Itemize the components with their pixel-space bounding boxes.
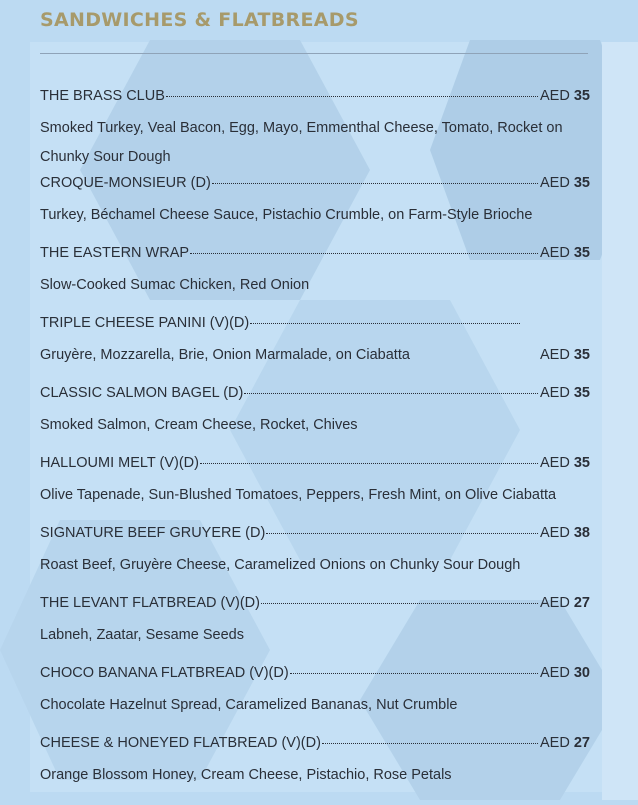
item-name: THE LEVANT FLATBREAD (V)(D) <box>40 595 260 611</box>
dot-leader <box>322 743 538 744</box>
dot-leader <box>244 393 538 394</box>
dot-leader <box>166 96 538 97</box>
menu-item <box>40 455 590 525</box>
item-name: HALLOUMI MELT (V)(D) <box>40 455 199 471</box>
item-price: AED 35 <box>540 175 590 191</box>
item-price: AED 35 <box>540 245 590 261</box>
item-description: Gruyère, Mozzarella, Brie, Onion Marmalade, on Ciabatta AED 35 <box>40 341 590 370</box>
menu-item <box>40 175 590 245</box>
item-description: Chocolate Hazelnut Spread, Caramelized Bananas, Nut Crumble <box>40 697 458 713</box>
item-price: AED 27 <box>540 595 590 611</box>
item-price: AED 35 <box>540 385 590 401</box>
menu-list <box>40 88 590 805</box>
dot-leader <box>266 533 538 534</box>
item-price: AED 35 <box>540 88 590 104</box>
item-description: Slow-Cooked Sumac Chicken, Red Onion <box>40 277 310 293</box>
item-description: Olive Tapenade, Sun-Blushed Tomatoes, Peppers, Fresh Mint, on Olive Ciabatta <box>40 487 557 503</box>
menu-item <box>40 665 590 735</box>
item-name: THE EASTERN WRAP <box>40 245 190 261</box>
item-name: CROQUE-MONSIEUR (D) <box>40 175 211 191</box>
item-name: TRIPLE CHEESE PANINI (V)(D) <box>40 315 250 331</box>
menu-item <box>40 88 590 175</box>
menu-item <box>40 735 590 805</box>
section-title: SANDWICHES & FLATBREADS <box>40 9 359 31</box>
dot-leader <box>190 253 538 254</box>
item-description: Labneh, Zaatar, Sesame Seeds <box>40 627 244 643</box>
item-description: Orange Blossom Honey, Cream Cheese, Pistachio, Rose Petals <box>40 767 452 783</box>
item-name: CHEESE & HONEYED FLATBREAD (V)(D) <box>40 735 321 751</box>
menu-item <box>40 525 590 595</box>
item-price: AED 27 <box>540 735 590 751</box>
item-name: CHOCO BANANA FLATBREAD (V)(D) <box>40 665 289 681</box>
item-price: AED 30 <box>540 665 590 681</box>
item-price: AED 38 <box>540 525 590 541</box>
menu-item <box>40 245 590 315</box>
menu-item <box>40 595 590 665</box>
item-description: Turkey, Béchamel Cheese Sauce, Pistachio Crumble, on Farm-Style Brioche <box>40 207 533 223</box>
dot-leader <box>290 673 538 674</box>
item-price: AED 35 <box>540 455 590 471</box>
item-price: AED 35 <box>540 347 590 363</box>
dot-leader <box>212 183 538 184</box>
item-description: Smoked Salmon, Cream Cheese, Rocket, Chives <box>40 417 358 433</box>
title-divider <box>40 53 588 54</box>
menu-item <box>40 315 590 385</box>
item-description: Smoked Turkey, Veal Bacon, Egg, Mayo, Emmenthal Cheese, Tomato, Rocket on Chunky Sour Dough <box>40 120 563 165</box>
dot-leader <box>261 603 538 604</box>
item-name: CLASSIC SALMON BAGEL (D) <box>40 385 244 401</box>
dot-leader <box>250 323 520 324</box>
item-description: Roast Beef, Gruyère Cheese, Caramelized Onions on Chunky Sour Dough <box>40 557 521 573</box>
item-name: THE BRASS CLUB <box>40 88 165 104</box>
dot-leader <box>200 463 538 464</box>
menu-item <box>40 385 590 455</box>
item-name: SIGNATURE BEEF GRUYERE (D) <box>40 525 266 541</box>
